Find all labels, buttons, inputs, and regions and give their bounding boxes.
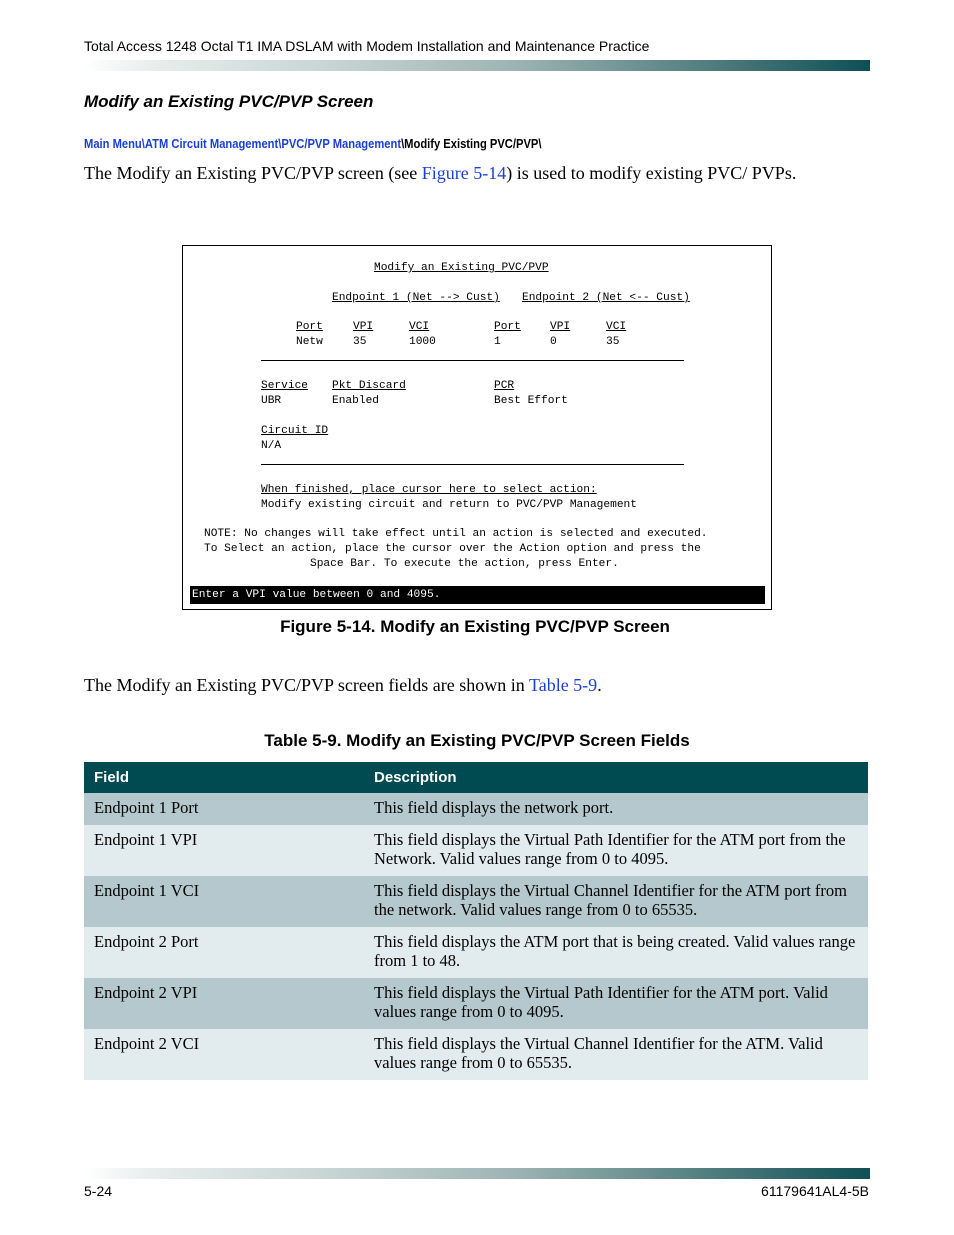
description-cell: This field displays the Virtual Channel Identifier for the ATM port from the network. Valid values range from 0 to 65535. [364, 876, 868, 927]
column-header-field: Field [84, 762, 364, 793]
action-option[interactable]: Modify existing circuit and return to PVC/PVP Management [261, 499, 637, 511]
ep1-vpi-field[interactable]: 35 [353, 336, 367, 348]
figure-caption: Figure 5-14. Modify an Existing PVC/PVP Screen [280, 617, 670, 636]
breadcrumb [84, 136, 541, 151]
ep2-port-label: Port [494, 321, 521, 333]
description-cell: This field displays the Virtual Path Identifier for the ATM port from the Network. Valid values range from 0 to 4095. [364, 825, 868, 876]
table-row [84, 978, 868, 1029]
note-line: Space Bar. To execute the action, press Enter. [310, 558, 619, 570]
pkt-discard-field[interactable]: Enabled [332, 395, 379, 407]
column-header-description: Description [364, 762, 868, 793]
field-cell: Endpoint 2 VCI [84, 1029, 364, 1080]
terminal-screen [182, 245, 772, 610]
fields-intro-paragraph [84, 674, 844, 696]
ep2-vpi-field[interactable]: 0 [550, 336, 557, 348]
intro-paragraph [84, 162, 844, 184]
circuit-id-field[interactable]: N/A [261, 440, 282, 452]
action-prompt: When finished, place cursor here to select action: [261, 484, 597, 496]
document-number: 61179641AL4-5B [761, 1183, 869, 1199]
fields-intro-text-end: . [597, 675, 602, 695]
description-cell: This field displays the ATM port that is being created. Valid values range from 1 to 48. [364, 927, 868, 978]
field-cell: Endpoint 2 Port [84, 927, 364, 978]
ep2-vci-label: VCI [606, 321, 627, 333]
note-line: NOTE: No changes will take effect until an action is selected and executed. [204, 528, 708, 540]
figure-link[interactable]: Figure 5-14 [421, 163, 507, 183]
breadcrumb-current: \Modify Existing PVC/PVP\ [401, 136, 542, 151]
description-cell: This field displays the Virtual Channel Identifier for the ATM. Valid values range from 0 to 65535. [364, 1029, 868, 1080]
ep1-port-field[interactable]: Netw [296, 336, 323, 348]
table-header-row [84, 762, 868, 793]
endpoint2-header: Endpoint 2 (Net <-- Cust) [522, 292, 690, 304]
divider [261, 464, 684, 465]
ep1-vci-field[interactable]: 1000 [409, 336, 436, 348]
service-field[interactable]: UBR [261, 395, 282, 407]
ep1-port-label: Port [296, 321, 323, 333]
breadcrumb-main-menu-link[interactable]: Main Menu [84, 136, 142, 151]
circuit-id-label: Circuit ID [261, 425, 329, 437]
field-cell: Endpoint 2 VPI [84, 978, 364, 1029]
intro-text-end: ) is used to modify existing PVC/ PVPs. [506, 163, 797, 183]
table-row [84, 876, 868, 927]
table-row [84, 793, 868, 825]
endpoint1-header: Endpoint 1 (Net --> Cust) [332, 292, 500, 304]
ep2-vpi-label: VPI [550, 321, 571, 333]
fields-table [84, 762, 868, 1080]
divider [261, 360, 684, 361]
pcr-field[interactable]: Best Effort [494, 395, 568, 407]
field-cell: Endpoint 1 VPI [84, 825, 364, 876]
breadcrumb-pvc-pvp-link[interactable]: PVC/PVP Management [281, 136, 402, 151]
table-row [84, 1029, 868, 1080]
fields-intro-text: The Modify an Existing PVC/PVP screen fields are shown in [84, 675, 529, 695]
page-number: 5-24 [84, 1183, 113, 1199]
field-cell: Endpoint 1 Port [84, 793, 364, 825]
table-link[interactable]: Table 5-9 [528, 675, 598, 695]
intro-text: The Modify an Existing PVC/PVP screen (see [84, 163, 422, 183]
pkt-discard-label: Pkt Discard [332, 380, 406, 392]
table-row [84, 927, 868, 978]
note-line: To Select an action, place the cursor over the Action option and press the [204, 543, 701, 555]
field-cell: Endpoint 1 VCI [84, 876, 364, 927]
ep1-vci-label: VCI [409, 321, 430, 333]
status-bar: Enter a VPI value between 0 and 4095. [190, 586, 765, 604]
description-cell: This field displays the Virtual Path Identifier for the ATM port. Valid values range from 0 to 4095. [364, 978, 868, 1029]
description-cell: This field displays the network port. [364, 793, 868, 825]
table-row [84, 825, 868, 876]
ep2-vci-field[interactable]: 35 [606, 336, 620, 348]
breadcrumb-atm-circuit-link[interactable]: ATM Circuit Management [144, 136, 279, 151]
table-caption: Table 5-9. Modify an Existing PVC/PVP Screen Fields [264, 731, 690, 750]
ep1-vpi-label: VPI [353, 321, 374, 333]
section-title: Modify an Existing PVC/PVP Screen [84, 92, 374, 111]
ep2-port-field[interactable]: 1 [494, 336, 501, 348]
breadcrumb-separator: \ [141, 136, 145, 151]
breadcrumb-separator: \ [278, 136, 282, 151]
service-label: Service [261, 380, 308, 392]
screen-title: Modify an Existing PVC/PVP [374, 262, 549, 274]
document-header-title: Total Access 1248 Octal T1 IMA DSLAM with Modem Installation and Maintenance Practice [84, 38, 650, 54]
header-rule [84, 60, 870, 71]
pcr-label: PCR [494, 380, 515, 392]
footer-rule [84, 1168, 870, 1179]
